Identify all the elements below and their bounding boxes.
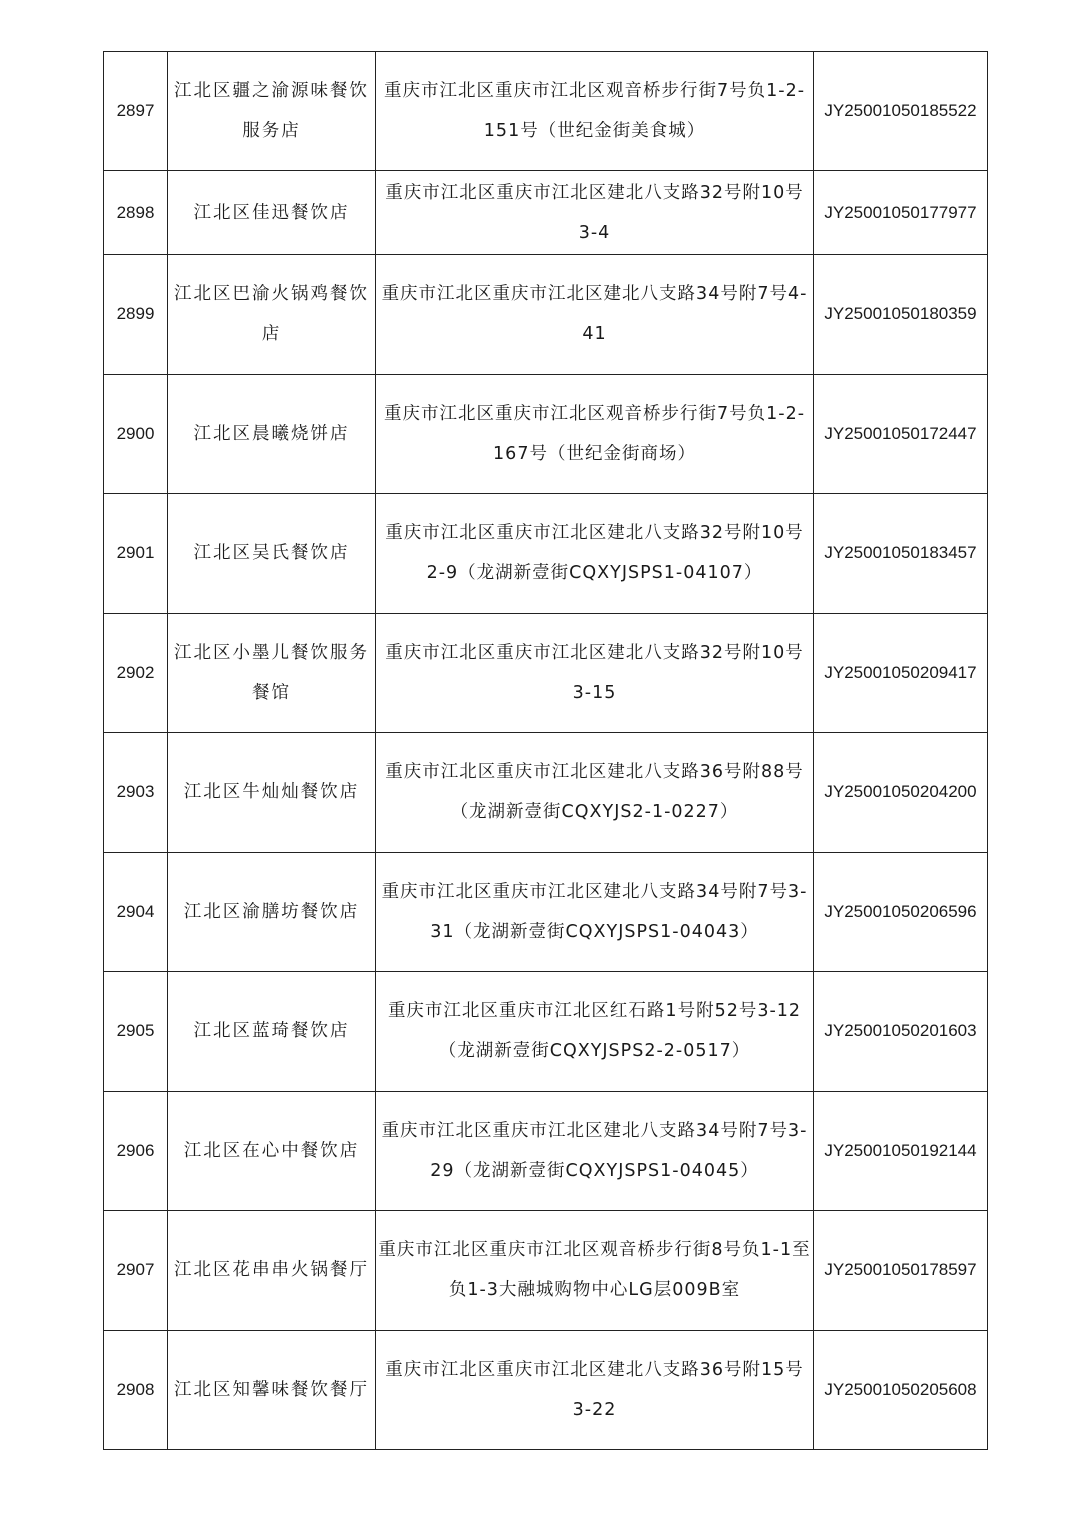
record-number: 2907: [104, 1211, 168, 1331]
table-row: [104, 972, 988, 1092]
table-row: [104, 255, 988, 375]
table-row: [104, 613, 988, 733]
license-number: JY25001050205608: [814, 1330, 988, 1450]
business-address: 重庆市江北区重庆市江北区红石路1号附52号3-12（龙湖新壹街CQXYJSPS2-2-0517）: [376, 972, 814, 1092]
business-address: 重庆市江北区重庆市江北区建北八支路32号附10号3-15: [376, 613, 814, 733]
business-address: 重庆市江北区重庆市江北区建北八支路36号附88号（龙湖新壹街CQXYJS2-1-0227）: [376, 733, 814, 853]
record-number: 2904: [104, 852, 168, 972]
table-row: [104, 733, 988, 853]
license-number: JY25001050201603: [814, 972, 988, 1092]
record-number: 2899: [104, 255, 168, 375]
business-address: 重庆市江北区重庆市江北区观音桥步行街7号负1-2-167号（世纪金街商场）: [376, 374, 814, 494]
table-row: [104, 852, 988, 972]
license-number: JY25001050177977: [814, 171, 988, 255]
table-row: [104, 1330, 988, 1450]
business-name: 江北区佳迅餐饮店: [168, 171, 376, 255]
license-number: JY25001050204200: [814, 733, 988, 853]
table-row: [104, 374, 988, 494]
license-number: JY25001050209417: [814, 613, 988, 733]
record-number: 2898: [104, 171, 168, 255]
business-address: 重庆市江北区重庆市江北区观音桥步行街7号负1-2-151号（世纪金街美食城）: [376, 52, 814, 171]
record-number: 2897: [104, 52, 168, 171]
business-address: 重庆市江北区重庆市江北区建北八支路32号附10号2-9（龙湖新壹街CQXYJSPS1-04107）: [376, 494, 814, 614]
business-name: 江北区疆之渝源味餐饮服务店: [168, 52, 376, 171]
record-number: 2902: [104, 613, 168, 733]
business-name: 江北区小墨儿餐饮服务餐馆: [168, 613, 376, 733]
business-name: 江北区渝膳坊餐饮店: [168, 852, 376, 972]
license-number: JY25001050178597: [814, 1211, 988, 1331]
business-address: 重庆市江北区重庆市江北区建北八支路36号附15号3-22: [376, 1330, 814, 1450]
business-address: 重庆市江北区重庆市江北区建北八支路34号附7号3-29（龙湖新壹街CQXYJSPS1-04045）: [376, 1091, 814, 1211]
business-address: 重庆市江北区重庆市江北区建北八支路34号附7号4-41: [376, 255, 814, 375]
business-name: 江北区花串串火锅餐厅: [168, 1211, 376, 1331]
license-number: JY25001050206596: [814, 852, 988, 972]
business-name: 江北区蓝琦餐饮店: [168, 972, 376, 1092]
records-table: [103, 51, 988, 1450]
license-number: JY25001050180359: [814, 255, 988, 375]
license-number: JY25001050192144: [814, 1091, 988, 1211]
business-name: 江北区晨曦烧饼店: [168, 374, 376, 494]
license-number: JY25001050183457: [814, 494, 988, 614]
business-name: 江北区吴氏餐饮店: [168, 494, 376, 614]
business-address: 重庆市江北区重庆市江北区建北八支路34号附7号3-31（龙湖新壹街CQXYJSPS1-04043）: [376, 852, 814, 972]
license-number: JY25001050185522: [814, 52, 988, 171]
table-row: [104, 1091, 988, 1211]
table-row: [104, 171, 988, 255]
table-row: [104, 494, 988, 614]
business-address: 重庆市江北区重庆市江北区观音桥步行街8号负1-1至负1-3大融城购物中心LG层009B室: [376, 1211, 814, 1331]
record-number: 2903: [104, 733, 168, 853]
business-name: 江北区知馨味餐饮餐厅: [168, 1330, 376, 1450]
license-number: JY25001050172447: [814, 374, 988, 494]
business-name: 江北区在心中餐饮店: [168, 1091, 376, 1211]
record-number: 2901: [104, 494, 168, 614]
table-row: [104, 52, 988, 171]
business-name: 江北区巴渝火锅鸡餐饮店: [168, 255, 376, 375]
business-address: 重庆市江北区重庆市江北区建北八支路32号附10号3-4: [376, 171, 814, 255]
record-number: 2908: [104, 1330, 168, 1450]
record-number: 2905: [104, 972, 168, 1092]
record-number: 2900: [104, 374, 168, 494]
table-row: [104, 1211, 988, 1331]
record-number: 2906: [104, 1091, 168, 1211]
business-name: 江北区牛灿灿餐饮店: [168, 733, 376, 853]
